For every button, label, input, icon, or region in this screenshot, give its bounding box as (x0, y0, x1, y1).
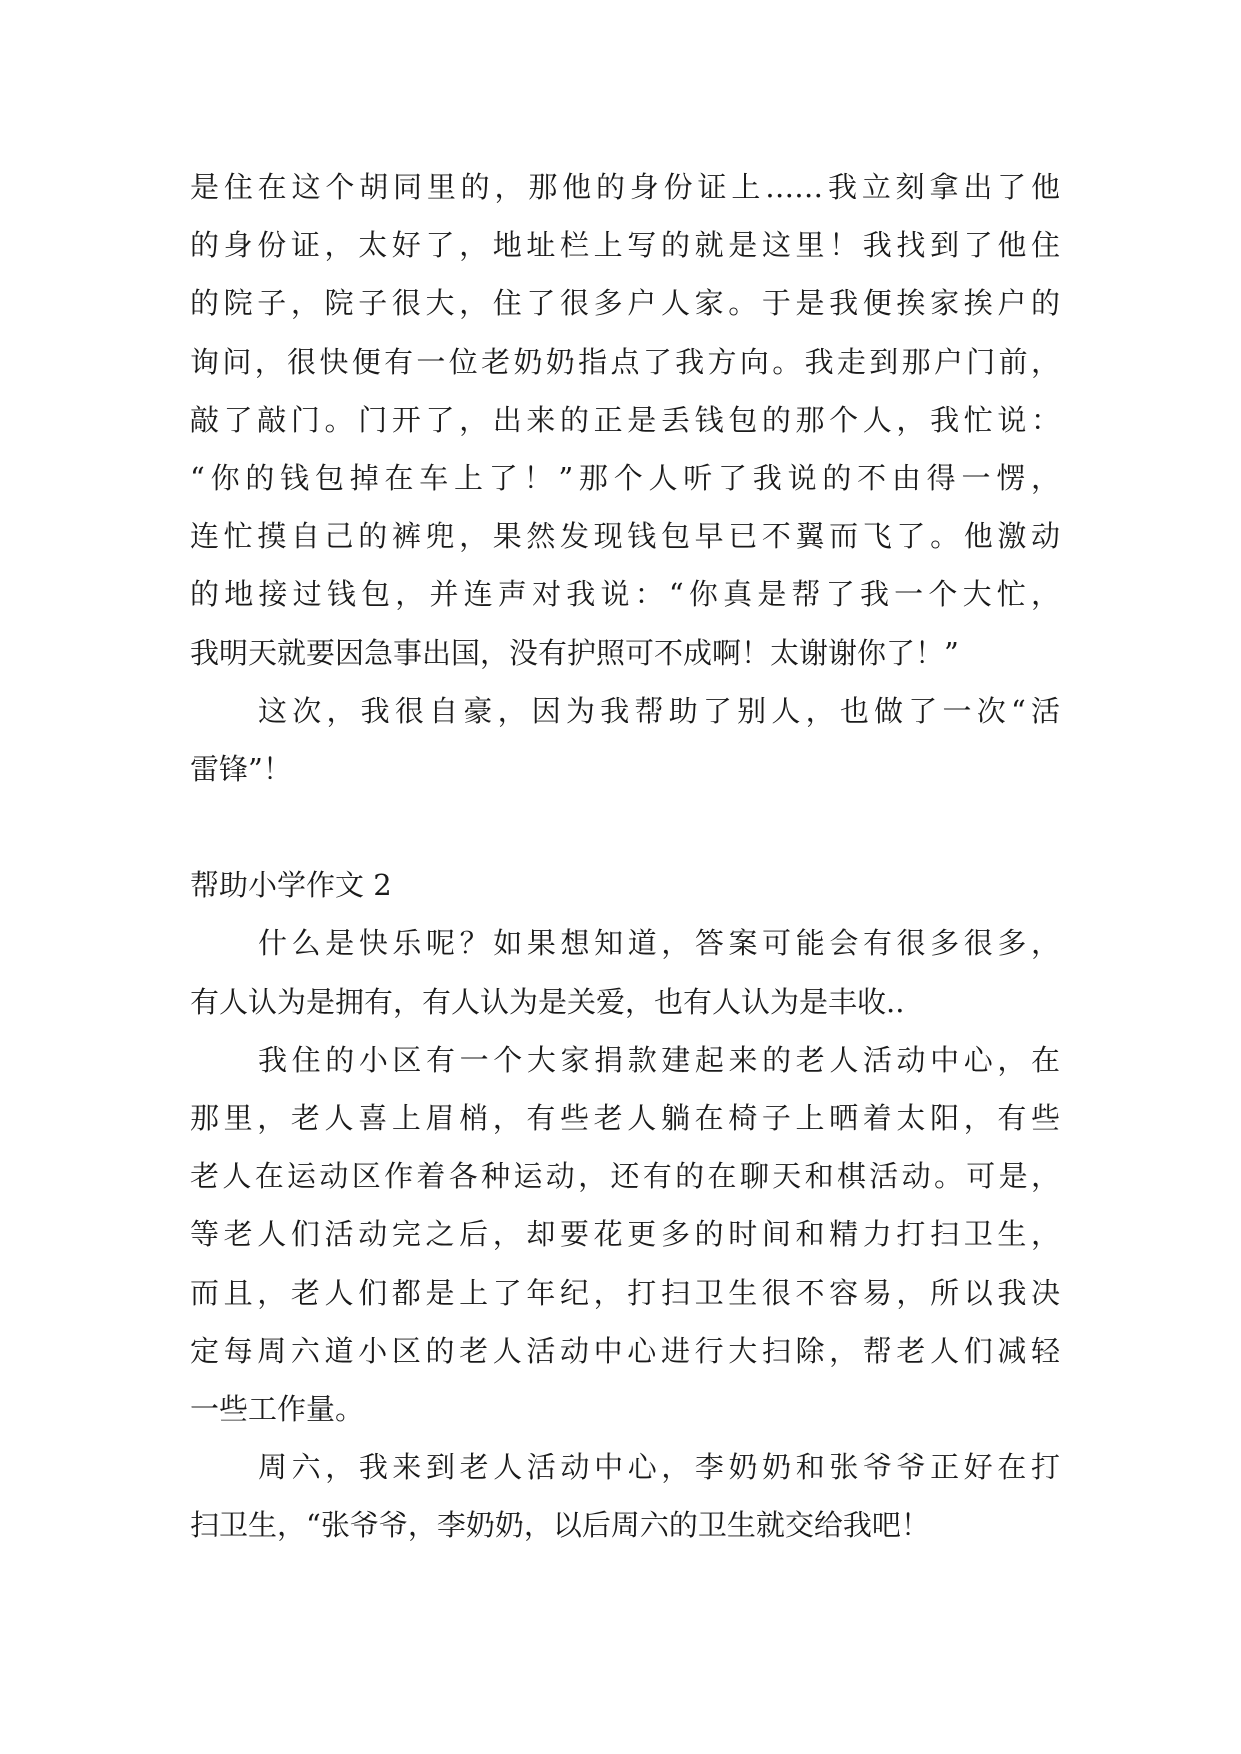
paragraph-start-line: 我住的小区有一个大家捐款建起来的老人活动中心，在 (258, 1042, 1060, 1077)
text-line: 一些工作量。 (190, 1391, 365, 1426)
text-line: 老人在运动区作着各种运动，还有的在聊天和棋活动。可是， (190, 1159, 1060, 1194)
text-line: 询问，很快便有一位老奶奶指点了我方向。我走到那户门前， (190, 344, 1060, 379)
text-line: 等老人们活动完之后，却要花更多的时间和精力打扫卫生， (190, 1217, 1060, 1252)
text-line: 扫卫生，“张爷爷，李奶奶，以后周六的卫生就交给我吧！ (190, 1508, 930, 1543)
text-line: 的院子，院子很大，住了很多户人家。于是我便挨家挨户的 (190, 286, 1060, 321)
text-line: “你的钱包掉在车上了！”那个人听了我说的不由得一愣， (190, 460, 1060, 495)
text-line: 雷锋”！ (190, 751, 292, 786)
paragraph-start-line: 周六，我来到老人活动中心，李奶奶和张爷爷正好在打 (258, 1450, 1060, 1485)
text-line: 有人认为是拥有，有人认为是关爱，也有人认为是丰收.. (190, 984, 905, 1019)
text-line: 是住在这个胡同里的，那他的身份证上……我立刻拿出了他 (190, 170, 1060, 204)
text-line: 敲了敲门。门开了，出来的正是丢钱包的那个人，我忙说： (190, 402, 1060, 437)
text-line: 连忙摸自己的裤兜，果然发现钱包早已不翼而飞了。他激动 (190, 519, 1060, 554)
document-page (190, 158, 1060, 1555)
text-line: 的身份证，太好了，地址栏上写的就是这里！我找到了他住 (190, 228, 1060, 263)
paragraph-gap (190, 798, 1060, 856)
paragraph-start-line: 这次，我很自豪，因为我帮助了别人，也做了一次“活 (258, 693, 1060, 728)
section-title: 帮助小学作文 2 (190, 868, 392, 903)
text-line: 定每周六道小区的老人活动中心进行大扫除，帮老人们减轻 (190, 1333, 1060, 1368)
text-line: 那里，老人喜上眉梢，有些老人躺在椅子上晒着太阳，有些 (190, 1101, 1060, 1135)
text-line: 我明天就要因急事出国，没有护照可不成啊！太谢谢你了！” (190, 635, 959, 670)
paragraph-start-line: 什么是快乐呢？如果想知道，答案可能会有很多很多， (258, 926, 1060, 961)
text-line: 而且，老人们都是上了年纪，打扫卫生很不容易，所以我决 (190, 1275, 1060, 1310)
text-line: 的地接过钱包，并连声对我说：“你真是帮了我一个大忙， (190, 577, 1060, 612)
